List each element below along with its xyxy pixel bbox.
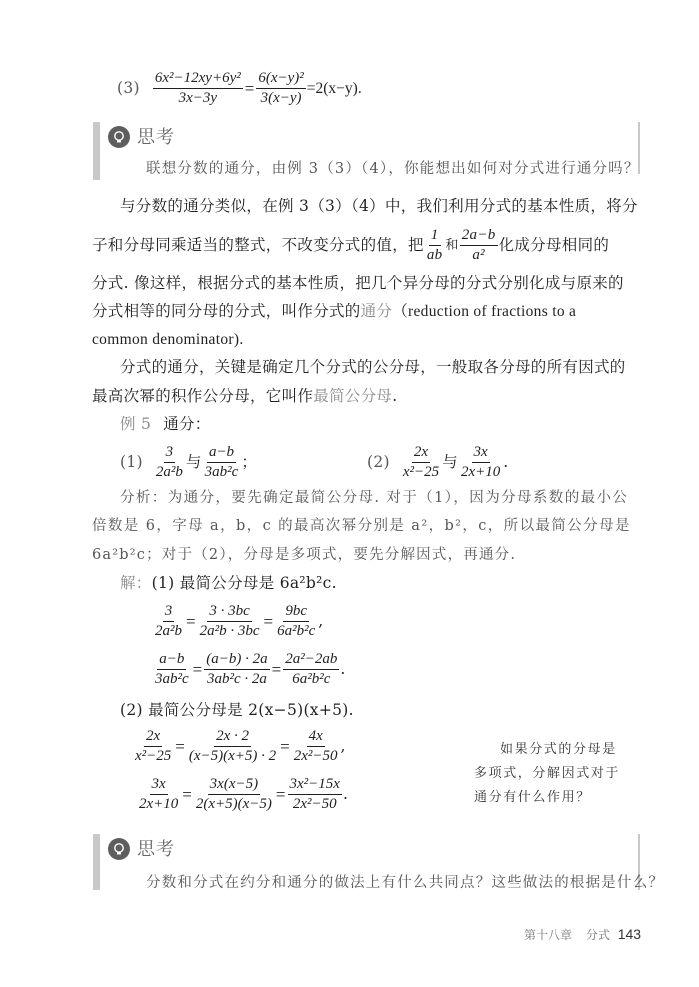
section-label: 分式 <box>585 928 610 942</box>
think-box-text: 联想分数的通分，由例 3（3）（4），你能想出如何对分式进行通分吗？ <box>146 161 640 177</box>
side-note <box>474 738 620 810</box>
fraction: $\frac{2a-b}{\text{a²}}$ <box>461 227 496 263</box>
analysis-line: 分析：为通分，要先确定最简公分母. 对于（1），因为分母系数的最小公 <box>120 490 629 506</box>
side-note-line: 多项式，分解因式对于 <box>474 766 621 781</box>
page-number: 143 <box>617 926 642 942</box>
paragraph-line: 分式. 像这样，根据分式的基本性质，把几个异分母的分式分别化成与原来的 <box>92 274 624 292</box>
equation-result: =2(x−y). <box>306 79 362 97</box>
paragraph-line: 最高次幂的积作公分母，它叫作最简公分母. <box>92 387 398 405</box>
side-note-line: 如果分式的分母是 <box>500 742 617 757</box>
think-box-title: 思考 <box>137 127 175 148</box>
fraction: $\frac{a-b}{\text{3ab²c}}$ <box>204 444 239 480</box>
analysis-line: 倍数是 6，字母 a，b，c 的最高次幂分别是 a²，b²，c，所以最简公分母是 <box>92 518 631 534</box>
page-footer <box>524 926 641 943</box>
think-box <box>93 834 665 891</box>
top-equation <box>117 70 362 107</box>
lightbulb-icon <box>108 838 130 860</box>
solution-equation: $\frac{2x}{\text{x²−25}}$ = $\frac{2x \cdot 2}{(x-5)(x+5) \cdot 2}$ = $\frac{4x}{\text{2x²−50}}$ , <box>135 728 346 764</box>
fraction: $\frac{1}{ab}$ <box>426 227 443 263</box>
solution-equation: $\frac{a-b}{\text{3ab²c}}$ = $\frac{(a-b) \cdot 2a}{\text{3ab²c · 2a}}$ = $\frac{\text{2a²−2ab}}{\text{6a²b²c}}$ . <box>155 651 346 687</box>
think-box-text: 分数和分式在约分和通分的做法上有什么共同点？这些做法的根据是什么？ <box>146 875 665 891</box>
paragraph-line: 子和分母同乘适当的整式，不改变分式的值，把 $\frac{1}{ab}$ 和 $\frac{2a-b}{\text{a²}}$ 化成分母相同的 <box>92 227 610 263</box>
paragraph-line: common denominator). <box>92 331 244 348</box>
example-heading <box>120 414 211 435</box>
solution-equation: $\frac{3}{\text{2a²b}}$ = $\frac{3 \cdot 3bc}{\text{2a²b · 3bc}}$ = $\frac{9bc}{\text{6a²b²c}}$ , <box>155 603 324 639</box>
fraction: $\frac{3x}{2x+10}$ <box>460 444 501 480</box>
term-highlight: 通分 <box>360 302 393 320</box>
lightbulb-icon <box>108 126 130 148</box>
solution-part-2: (2) 最简公分母是 2(x−5)(x+5). <box>120 701 354 719</box>
solution-equation: $\frac{3x}{2x+10}$ = $\frac{3x(x-5)}{2(x+5)(x-5)}$ = $\frac{\text{3x²−15x}}{\text{2x²−50}}$ . <box>139 776 349 812</box>
solution-heading: 解：(1) 最简公分母是 6a²b²c. <box>120 574 337 592</box>
side-note-line: 通分有什么作用？ <box>474 790 591 805</box>
think-box-left-bar <box>93 834 100 890</box>
think-box <box>93 122 640 180</box>
analysis-line: 6a²b²c；对于（2），分母是多项式，要先分解因式，再通分. <box>92 547 517 563</box>
paragraph-line: 分式的通分，关键是确定几个分式的公分母，一般取各分母的所有因式的 <box>120 358 626 376</box>
chapter-label: 第十八章 <box>524 928 573 942</box>
paragraph-line: 与分数的通分类似，在例 3（3）（4）中，我们利用分式的基本性质，将分 <box>120 197 638 215</box>
example-part-2: (2) $\frac{2x}{\text{x²−25}}$ 与 $\frac{3x}{2x+10}$ . <box>367 444 509 480</box>
example-part-1: (1) $\frac{3}{\text{2a²b}}$ 与 $\frac{a-b}{\text{3ab²c}}$ ； <box>120 444 258 480</box>
term-highlight: 最简公分母 <box>313 387 393 405</box>
fraction: $\frac{3}{\text{2a²b}}$ <box>155 444 183 480</box>
paragraph-line: 分式相等的同分母的分式，叫作分式的通分（reduction of fractions to a <box>92 302 577 320</box>
example-label: 例 5 <box>120 415 152 433</box>
fraction: $\frac{\text{6(x−y)²}}{3(x-y)}$ <box>258 70 304 106</box>
example-title: 通分： <box>163 415 211 433</box>
equals-sign: = <box>244 78 255 98</box>
think-box-left-bar <box>93 122 100 180</box>
equation-label: (3) <box>117 79 140 97</box>
think-box-title: 思考 <box>137 839 175 860</box>
fraction: $\frac{\text{6x²−12xy+6y²}}{3x-3y}$ <box>154 70 241 106</box>
fraction: $\frac{2x}{\text{x²−25}}$ <box>402 444 440 480</box>
